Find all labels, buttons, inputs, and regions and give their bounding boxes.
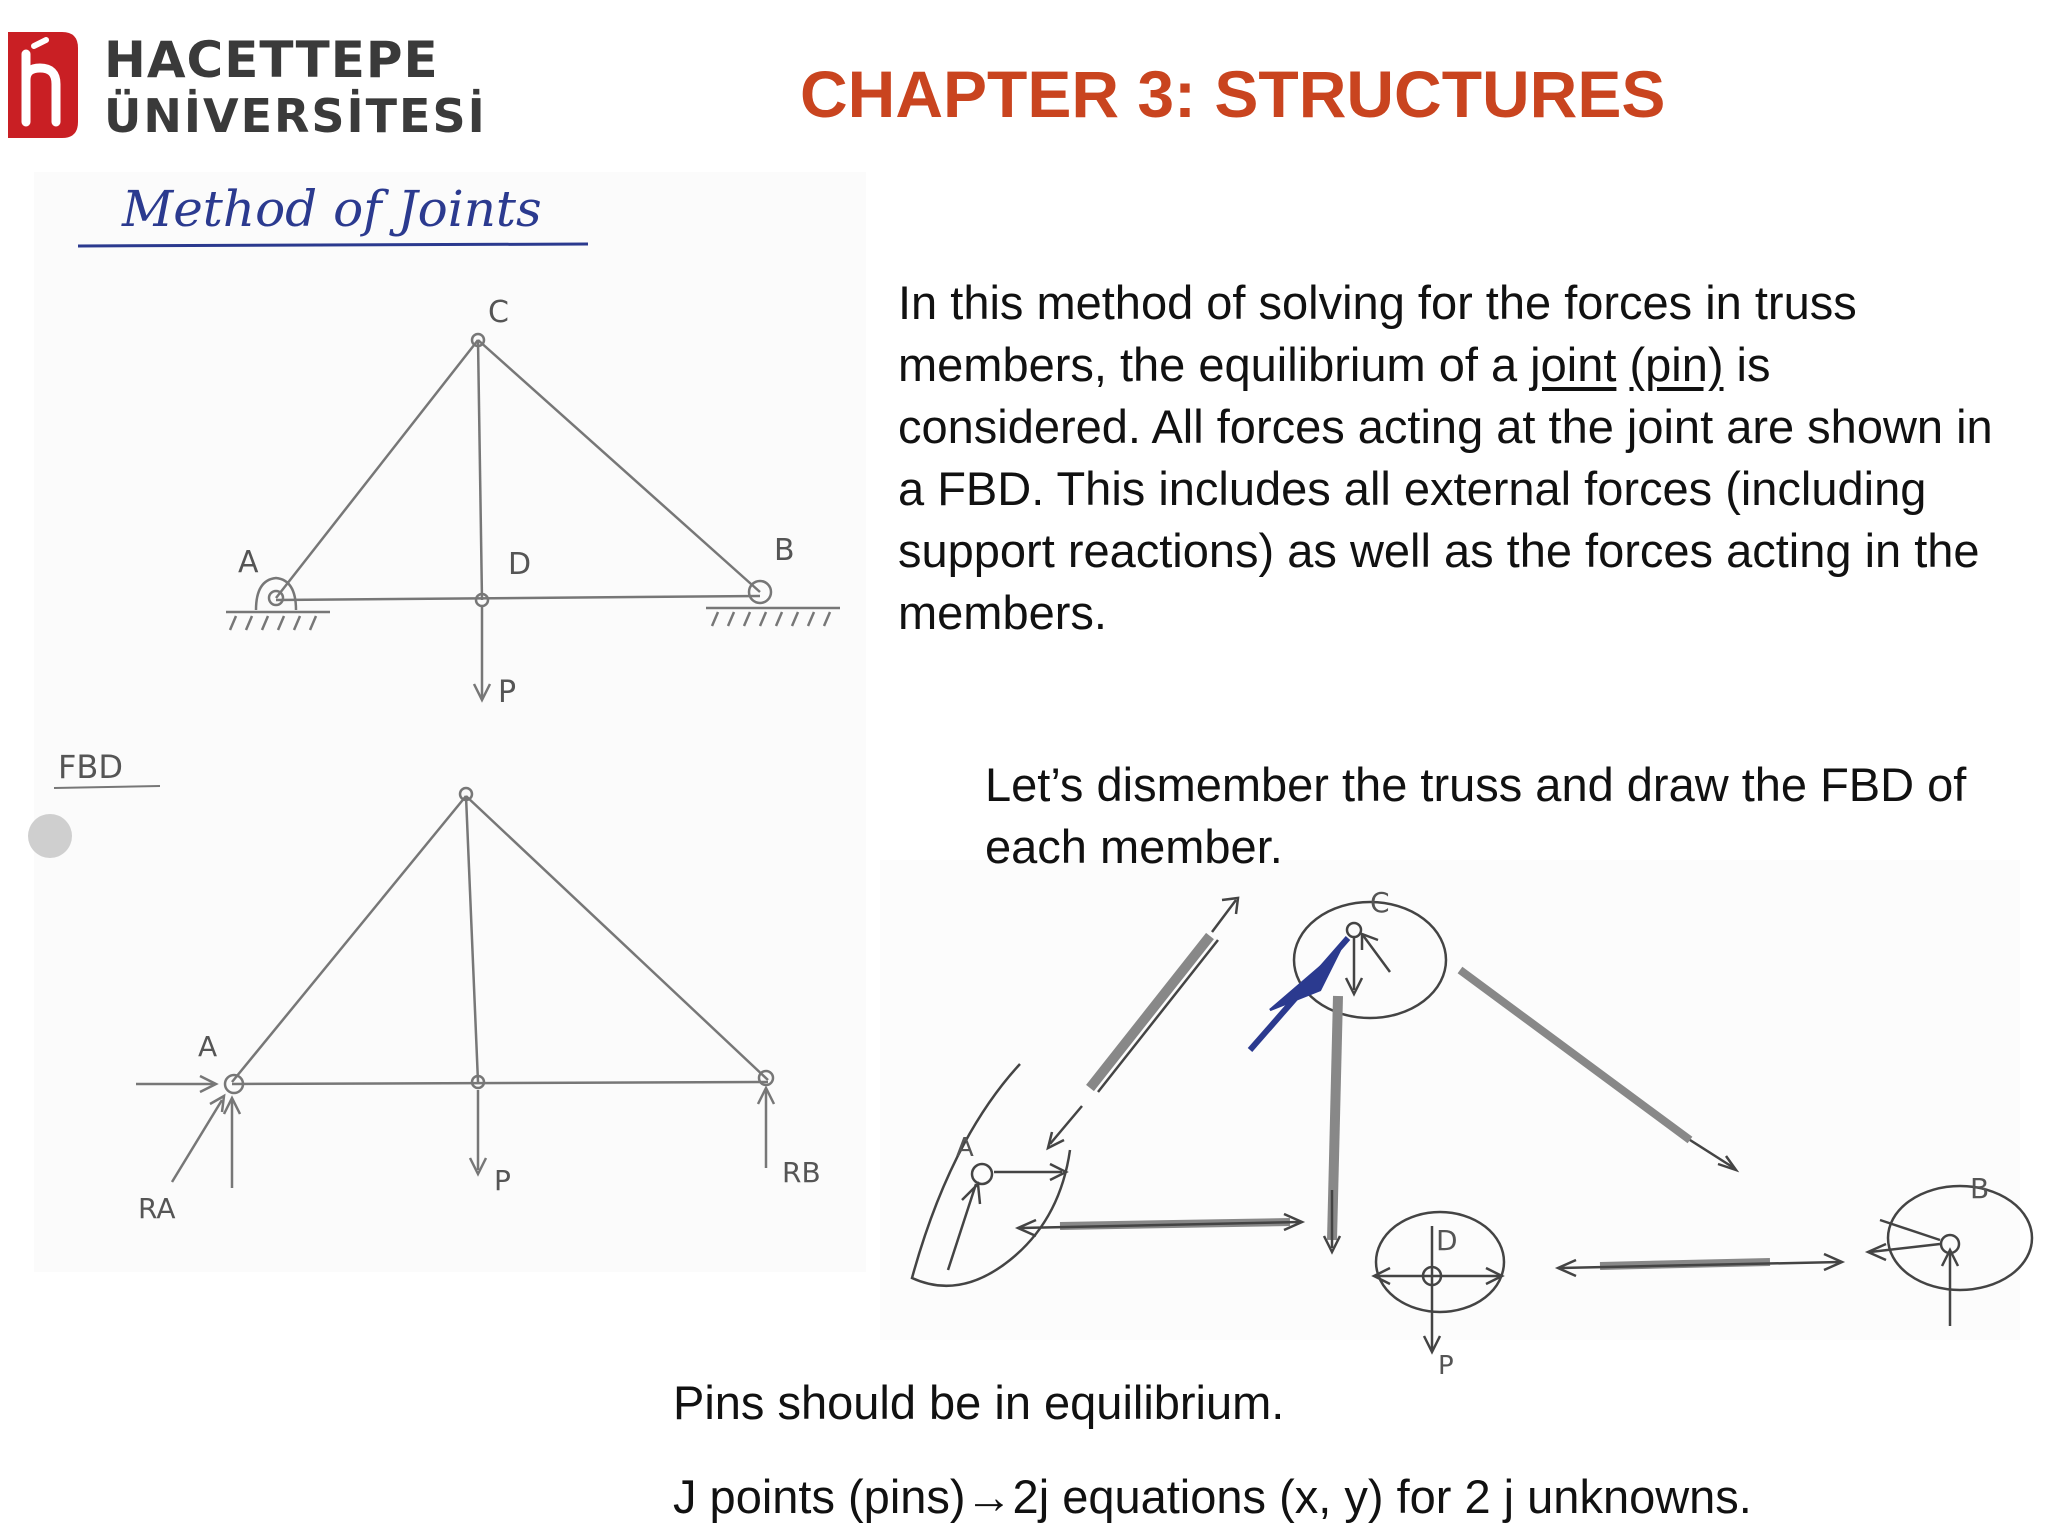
fbd-label-p: P: [494, 1164, 511, 1197]
hacettepe-logo-icon: [0, 26, 82, 144]
fbd-label-rb: RB: [782, 1156, 821, 1189]
j-points-text: J points (pins)→2j equations (x, y) for 2 j unknowns.: [673, 1470, 1752, 1523]
logo-name: HACETTEPE: [104, 31, 439, 89]
fbd-label-a: A: [198, 1030, 218, 1063]
chapter-title: CHAPTER 3: STRUCTURES: [800, 57, 1666, 131]
truss-label-b: B: [774, 533, 795, 568]
intro-text-2: is considered. All forces acting at the joint are shown in a FBD. This includes all external forces (including support reactions) as well as the forces acting in the members.: [898, 338, 1993, 639]
intro-pin-term: (pin): [1629, 338, 1724, 391]
university-logo: [0, 26, 487, 146]
heading-underline: [78, 244, 588, 246]
intro-paragraph: [898, 272, 2018, 644]
truss-label-p: P: [498, 675, 517, 710]
dismember-label-d: D: [1436, 1224, 1458, 1257]
dismember-label-p: P: [1438, 1351, 1454, 1380]
fbd-heading: FBD: [58, 748, 123, 786]
dismember-label-c: C: [1370, 886, 1390, 919]
intro-text-1: In this method of solving for the forces in truss members, the equilibrium of a: [898, 276, 1857, 391]
decorative-dot: [28, 814, 72, 858]
intro-space: [1616, 338, 1629, 391]
pins-equilibrium-text: Pins should be in equilibrium.: [673, 1376, 1285, 1429]
dismember-paragraph: Let’s dismember the truss and draw the FBD of each member.: [985, 758, 1967, 873]
truss-label-c: C: [488, 295, 509, 330]
fbd-label-ra: RA: [138, 1192, 176, 1225]
intro-joint-term: joint: [1530, 338, 1617, 391]
dismember-label-b: B: [1970, 1172, 1990, 1205]
dismember-label-a: A: [956, 1133, 974, 1163]
truss-label-a: A: [238, 545, 259, 580]
logo-subtitle: ÜNİVERSİTESİ: [104, 89, 487, 143]
truss-label-d: D: [508, 547, 532, 582]
method-of-joints-heading: Method of Joints: [122, 180, 542, 238]
